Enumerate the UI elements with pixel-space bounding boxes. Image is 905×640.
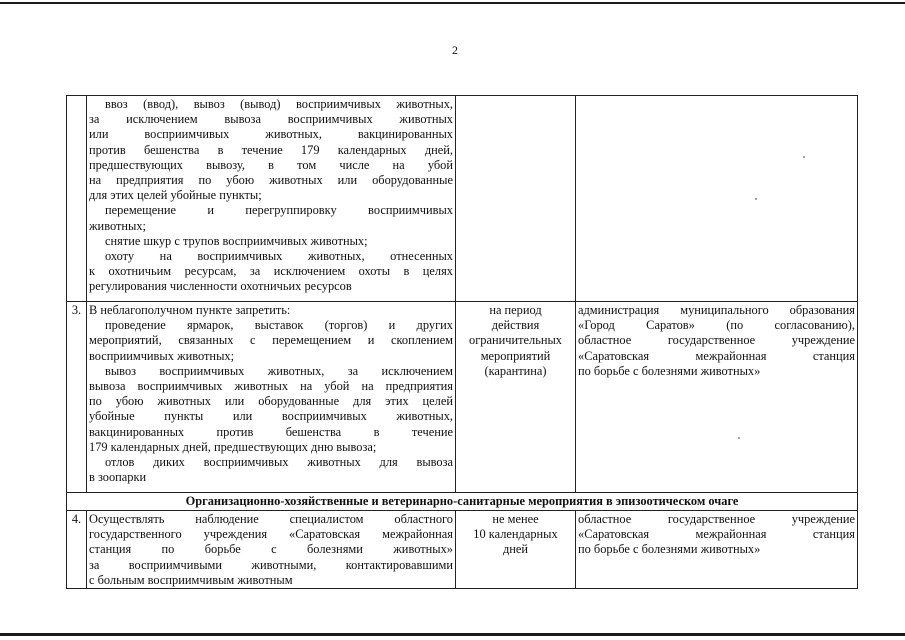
responsible-line: «Город Саратов» (по согласованию), [578, 318, 855, 333]
bottom-edge-rule [0, 633, 905, 636]
section-heading: Организационно-хозяйственные и ветеринарно-санитарные мероприятия в эпизоотическом очаге [67, 493, 858, 511]
row-number-cell: 3. [67, 302, 87, 493]
measure-line: перемещение и перегруппировку восприимчивых [105, 203, 453, 218]
term-line: не менее [492, 512, 539, 526]
term-line: на период [489, 303, 542, 317]
section-heading-row [67, 493, 858, 511]
responsible-line: администрация муниципального образования [578, 303, 855, 317]
measure-line: за восприимчивыми животными, контактировавшими [89, 557, 453, 572]
measures-table [66, 95, 858, 589]
measure-line: отлов диких восприимчивых животных для вывоза [105, 455, 453, 470]
responsible-line: областное государственное учреждение [578, 333, 855, 348]
measure-line: вывоза восприимчивых животных на убой на предприятия [89, 379, 453, 394]
measure-line: проведение ярмарок, выставок (торгов) и других [105, 318, 453, 333]
measure-line: за исключением вывоза восприимчивых животных [89, 112, 453, 127]
measure-line: против бешенства в течение 179 календарных дней, [89, 142, 453, 157]
responsible-cell [576, 511, 858, 589]
term-line: действия [491, 318, 540, 333]
responsible-line: «Саратовская межрайонная станция [578, 348, 855, 363]
term-line: ограничительных [469, 333, 562, 348]
measure-line: регулирования численности охотничьих ресурсов [89, 279, 352, 294]
measure-line: на предприятия по убою животных или оборудованные [89, 173, 453, 188]
scan-speck [738, 437, 740, 439]
table-row-3 [67, 302, 858, 493]
term-cell [456, 96, 576, 302]
responsible-line: областное государственное учреждение [578, 512, 855, 526]
measure-line: станция по борьбе с болезнями животных» [89, 542, 453, 557]
responsible-cell [576, 302, 858, 493]
responsible-line: по борьбе с болезнями животных» [578, 542, 761, 557]
measure-text-cell [87, 511, 456, 589]
measure-line: в зоопарки [89, 470, 147, 485]
responsible-line: по борьбе с болезнями животных» [578, 363, 761, 378]
top-edge-rule [0, 2, 905, 4]
responsible-line: «Саратовская межрайонная станция [578, 527, 855, 542]
table-row-4 [67, 511, 858, 589]
measure-text-cell [87, 302, 456, 493]
term-line: мероприятий [480, 348, 551, 363]
measure-line: предшествующих вывозу, в том числе на убой [89, 157, 453, 172]
measure-line: по убою животных или оборудованные для этих целей [89, 394, 453, 409]
measure-line: животных; [89, 218, 146, 233]
scan-speck [755, 198, 757, 200]
measure-line: восприимчивых животных; [89, 348, 235, 363]
measure-line: или восприимчивых животных, вакцинированных [89, 127, 453, 142]
row-number-cell: 4. [67, 511, 87, 589]
responsible-cell [576, 96, 858, 302]
measure-text-cell [87, 96, 456, 302]
measure-line: вывоз восприимчивых животных, за исключением [105, 363, 453, 378]
term-line: 10 календарных [473, 527, 558, 542]
measure-line: вакцинированных против бешенства в течение [89, 424, 453, 439]
term-line: дней [502, 542, 529, 557]
measure-line: убойные пункты или восприимчивых животных, [89, 409, 453, 424]
term-cell [456, 302, 576, 493]
page-number: 2 [452, 43, 458, 57]
measure-line: мероприятий, связанных с перемещением и скоплением [89, 333, 453, 348]
measure-line: государственного учреждения «Саратовская межрайонная [89, 527, 453, 542]
measure-line: с больным восприимчивым животным [89, 572, 293, 587]
term-cell [456, 511, 576, 589]
row-number-cell [67, 96, 87, 302]
term-line: (карантина) [484, 363, 547, 378]
measure-line: охоту на восприимчивых животных, отнесенных [105, 249, 453, 264]
scan-speck [803, 156, 805, 158]
measure-line: к охотничьим ресурсам, за исключением охоты в целях [89, 264, 453, 279]
measure-line: снятие шкур с трупов восприимчивых животных; [105, 233, 368, 248]
measure-line: В неблагополучном пункте запретить: [89, 303, 291, 317]
measure-line: Осуществлять наблюдение специалистом областного [89, 512, 453, 526]
table-row-continued [67, 96, 858, 302]
measure-line: 179 календарных дней, предшествующих дню вывоза; [89, 439, 377, 454]
measure-line: ввоз (ввод), вывоз (вывод) восприимчивых животных, [105, 97, 453, 111]
measure-line: для этих целей убойные пункты; [89, 188, 262, 203]
